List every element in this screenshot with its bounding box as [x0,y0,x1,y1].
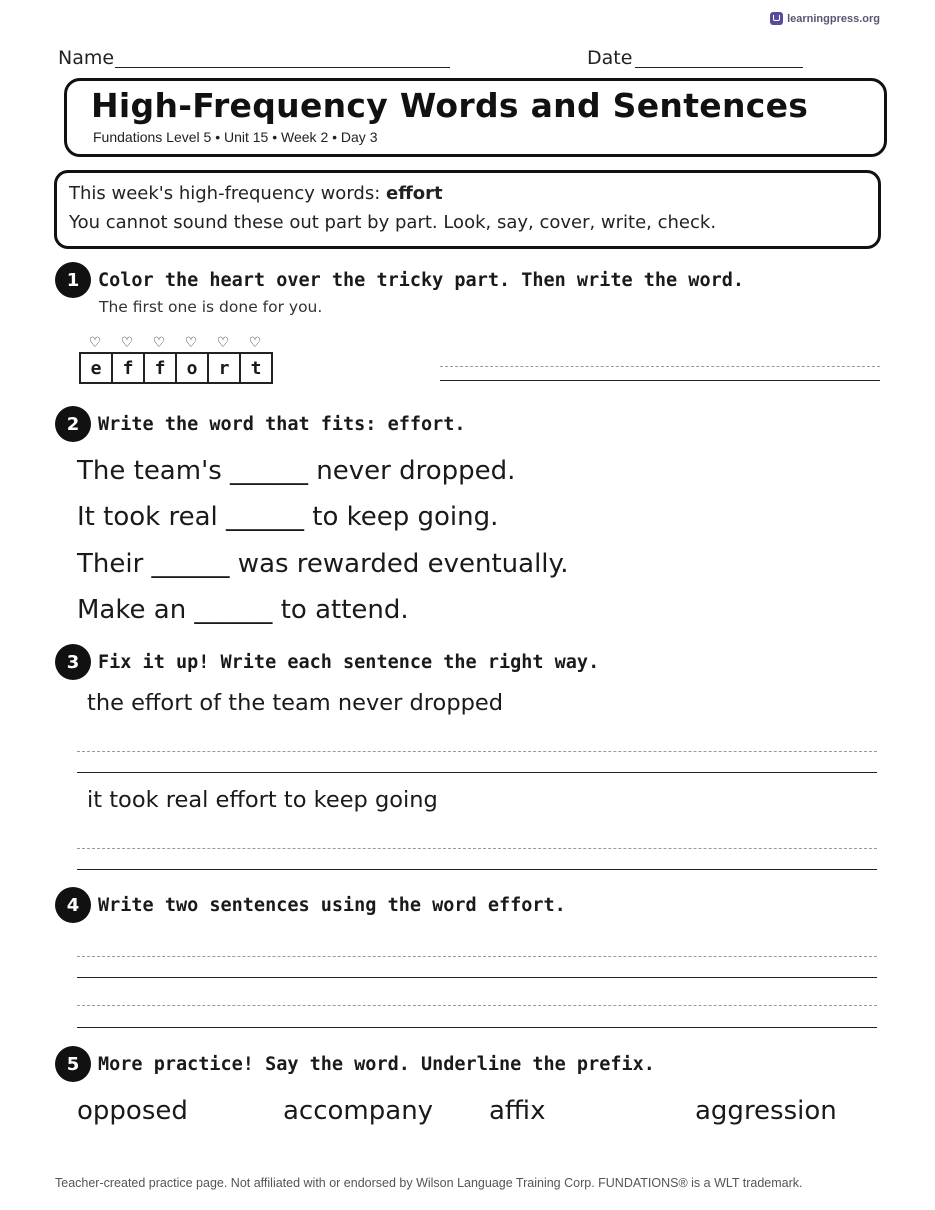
heart-icon[interactable]: ♡ [216,335,230,351]
name-field[interactable] [115,67,450,68]
fill-sentence: Their ______ was rewarded eventually. [77,549,569,579]
write-line[interactable] [77,869,877,870]
hf-words-line [69,183,443,204]
page-title: High-Frequency Words and Sentences [91,86,809,125]
page-subtitle: Fundations Level 5 • Unit 15 • Week 2 • Day 3 [93,129,378,145]
practice-word[interactable]: affix [489,1096,546,1126]
section-2-instruction: Write the word that fits: effort. [98,414,466,435]
section-5-number: 5 [55,1046,91,1082]
practice-word[interactable]: accompany [283,1096,434,1126]
section-1-number: 1 [55,262,91,298]
write-line[interactable] [440,380,880,381]
fix-sentence: the effort of the team never dropped [87,690,504,716]
guide-line-dashed [77,956,877,957]
letter-boxes [79,352,273,384]
hf-word: effort [386,183,443,204]
letter-box: t [239,352,273,384]
heart-row [79,336,271,350]
section-2-number: 2 [55,406,91,442]
fix-sentence: it took real effort to keep going [87,787,438,813]
letter-box: o [175,352,209,384]
write-line[interactable] [77,977,877,978]
date-label: Date [587,47,633,69]
footer-disclaimer: Teacher-created practice page. Not affiliated with or endorsed by Wilson Language Training Corp. FUNDATIONS® is a WLT trademark. [55,1176,803,1190]
fill-sentence: Make an ______ to attend. [77,595,409,625]
hf-words-box [54,170,881,249]
heart-icon[interactable]: ♡ [88,335,102,351]
guide-line-dashed [440,366,880,367]
date-field[interactable] [635,67,803,68]
letter-box: f [111,352,145,384]
practice-word[interactable]: opposed [77,1096,188,1126]
guide-line-dashed [77,751,877,752]
section-3-instruction: Fix it up! Write each sentence the right way. [98,652,600,673]
section-1-subinstruction: The first one is done for you. [99,298,323,316]
practice-word[interactable]: aggression [695,1096,837,1126]
section-3-number: 3 [55,644,91,680]
heart-icon[interactable]: ♡ [152,335,166,351]
letter-box: r [207,352,241,384]
section-5-instruction: More practice! Say the word. Underline the prefix. [98,1054,655,1075]
brand-icon [770,12,783,25]
heart-icon[interactable]: ♡ [248,335,262,351]
write-line[interactable] [77,772,877,773]
letter-box: f [143,352,177,384]
section-4-instruction: Write two sentences using the word effort. [98,895,566,916]
heart-icon[interactable]: ♡ [184,335,198,351]
brand-logo[interactable] [770,12,880,25]
hf-intro: This week's high-frequency words: [69,183,386,204]
fill-sentence: It took real ______ to keep going. [77,502,499,532]
letter-box: e [79,352,113,384]
section-4-number: 4 [55,887,91,923]
brand-name: learningpress.org [787,12,880,25]
heart-icon[interactable]: ♡ [120,335,134,351]
section-1-instruction: Color the heart over the tricky part. Then write the word. [98,270,745,291]
write-line[interactable] [77,1027,877,1028]
name-label: Name [58,47,115,69]
guide-line-dashed [77,1005,877,1006]
fill-sentence: The team's ______ never dropped. [77,456,516,486]
hf-instruction: You cannot sound these out part by part. Look, say, cover, write, check. [69,212,717,233]
guide-line-dashed [77,848,877,849]
